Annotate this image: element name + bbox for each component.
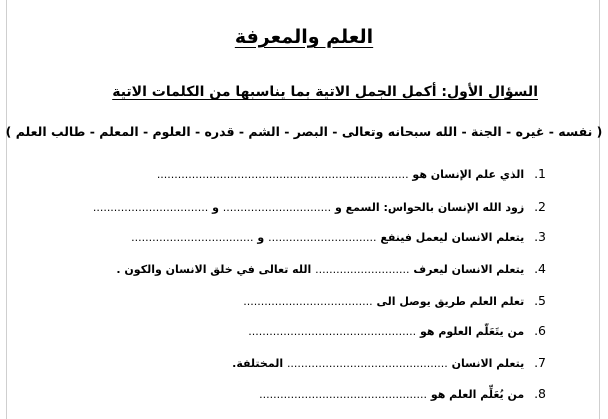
exercise-item-2: 2. زود الله الإنسان بالحواس: السمع و ............................... و ................................. xyxy=(92,199,546,214)
exercise-item-1: 1. الذي علم الإنسان هو ........................................................................ xyxy=(156,166,546,181)
exercise-item-3: 3. يتعلم الانسان ليعمل فينفع ............................... و ................................... xyxy=(131,229,546,244)
question-heading: السؤال الأول: أكمل الجمل الاتية بما يناسبها من الكلمات الاتية xyxy=(112,84,538,100)
word-bank: ( نفسه - غيره - الجنة - الله سبحانه وتعالى - البصر - الشم - قدره - العلوم - المعلم - طالب العلم ) xyxy=(5,124,603,139)
exercise-item-6: 6. من يتَعَلّم العلوم هو ................................................ xyxy=(248,323,546,338)
exercise-item-7: 7. يتعلم الانسان .............................................. المختلفة. xyxy=(232,355,546,370)
exercise-item-8: 8. من يُعَلِّم العلم هو ................................................ xyxy=(259,386,546,401)
page-title: العلم والمعرفة xyxy=(234,26,374,48)
exercise-item-5: 5. تعلم العلم طريق يوصل الى ..................................... xyxy=(243,293,546,308)
exercise-item-4: 4. يتعلم الانسان ليعرف ........................... الله تعالى في خلق الانسان والكون . xyxy=(116,261,546,276)
